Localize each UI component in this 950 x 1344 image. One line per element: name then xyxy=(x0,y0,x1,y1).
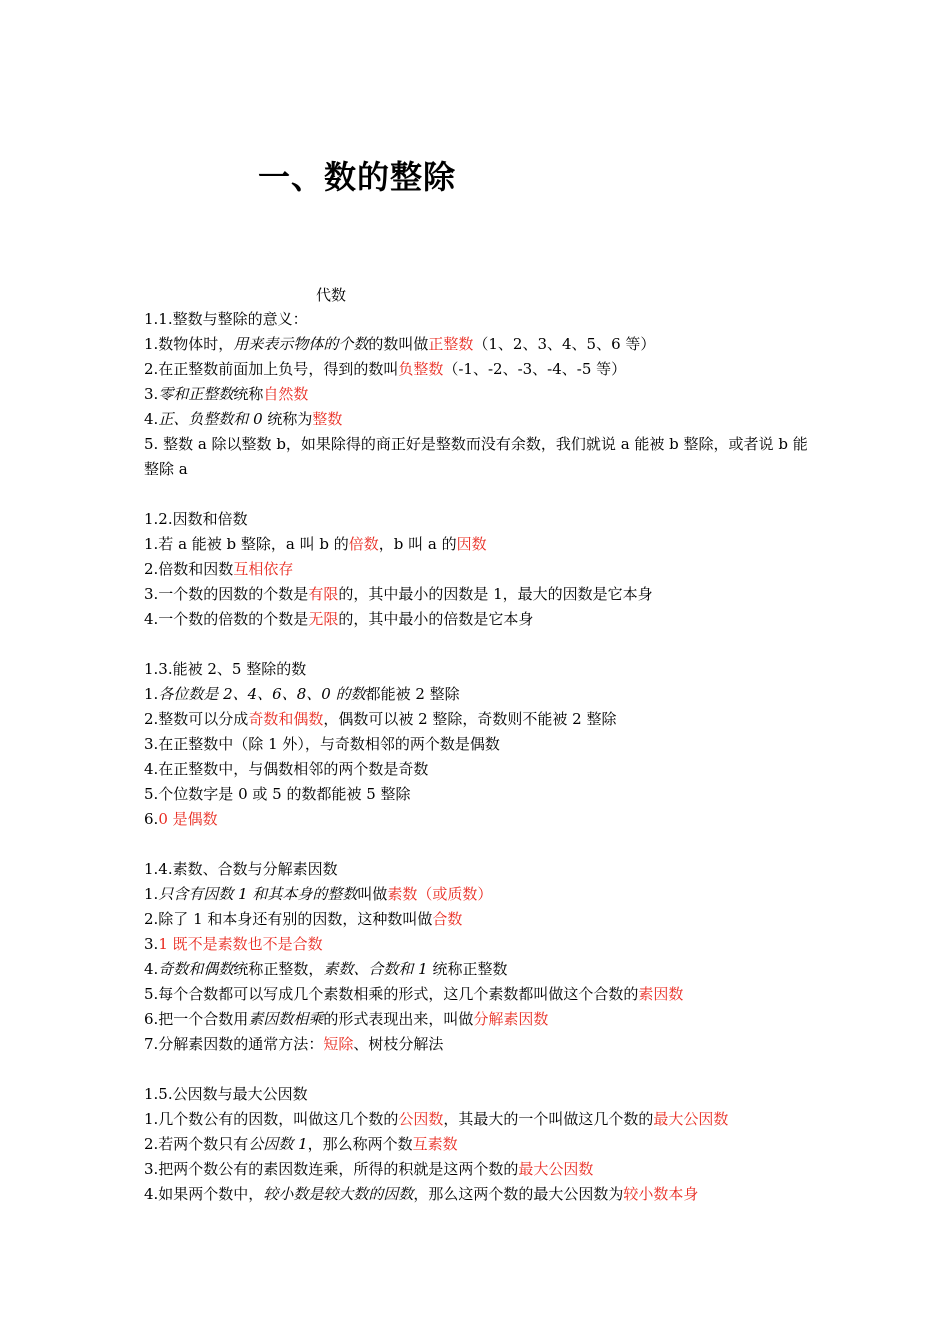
section-spacer xyxy=(144,632,814,657)
note-line xyxy=(144,757,814,782)
text-segment: 5. 整数 a 除以整数 b，如果除得的商正好是整数而没有余数，我们就说 a 能被 b 整除，或者说 b 能整除 a xyxy=(144,435,808,478)
italic-phrase: 只含有因数 1 和其本身的整数 xyxy=(158,885,358,903)
text-segment: 统称正整数， xyxy=(233,960,324,978)
highlighted-term: 公因数 xyxy=(398,1110,444,1128)
text-segment: ，那么这两个数的最大公因数为 xyxy=(413,1185,624,1203)
text-segment: 2.除了 1 和本身还有别的因数，这种数叫做 xyxy=(144,910,433,928)
text-segment: 3. xyxy=(144,385,159,403)
highlighted-term: 互相依存 xyxy=(233,560,294,578)
note-line xyxy=(144,682,814,707)
italic-phrase: 素数、合数和 1 xyxy=(323,960,433,978)
italic-phrase: 素因数相乘 xyxy=(248,1010,324,1028)
text-segment: 的形式表现出来，叫做 xyxy=(323,1010,474,1028)
note-line xyxy=(144,1032,814,1057)
highlighted-term: 有限 xyxy=(308,585,339,603)
text-segment: 4. xyxy=(144,960,159,978)
section-heading: 1.4.素数、合数与分解素因数 xyxy=(144,860,338,878)
note-line xyxy=(144,1157,814,1182)
highlighted-term: 自然数 xyxy=(263,385,309,403)
text-segment: 1. xyxy=(144,685,159,703)
note-line xyxy=(144,932,814,957)
highlighted-term: 奇数和偶数 xyxy=(248,710,324,728)
text-segment: 4.在正整数中，与偶数相邻的两个数是奇数 xyxy=(144,760,429,778)
note-line xyxy=(144,532,814,557)
note-line xyxy=(144,332,814,357)
text-segment: 1.数物体时， xyxy=(144,335,234,353)
italic-phrase: 较小数是较大数的因数 xyxy=(263,1185,414,1203)
text-segment: 的，其中最小的因数是 1，最大的因数是它本身 xyxy=(338,585,653,603)
highlighted-term: 素因数 xyxy=(638,985,684,1003)
text-segment: 7.分解素因数的通常方法： xyxy=(144,1035,324,1053)
text-segment: 叫做 xyxy=(357,885,388,903)
note-line xyxy=(144,882,814,907)
italic-phrase: 奇数和偶数 xyxy=(158,960,234,978)
note-line xyxy=(144,982,814,1007)
note-line xyxy=(144,607,814,632)
text-segment: 4.一个数的倍数的个数是 xyxy=(144,610,309,628)
note-line xyxy=(144,782,814,807)
highlighted-term: 无限 xyxy=(308,610,339,628)
section-spacer xyxy=(144,482,814,507)
italic-phrase: 正、负整数和 0 xyxy=(158,410,268,428)
highlighted-term: 合数 xyxy=(432,910,463,928)
text-segment: 的数叫做 xyxy=(368,335,429,353)
highlighted-term: 负整数 xyxy=(398,360,444,378)
text-segment: 统称为 xyxy=(267,410,313,428)
text-segment: 都能被 2 整除 xyxy=(365,685,460,703)
note-line xyxy=(144,907,814,932)
italic-phrase: 公因数 1 xyxy=(248,1135,308,1153)
note-line xyxy=(144,1107,814,1132)
text-segment: 3.一个数的因数的个数是 xyxy=(144,585,309,603)
highlighted-term: 短除 xyxy=(323,1035,354,1053)
note-line xyxy=(144,582,814,607)
section-heading: 1.3.能被 2、5 整除的数 xyxy=(144,660,307,678)
note-line xyxy=(144,707,814,732)
italic-phrase: 用来表示物体的个数 xyxy=(233,335,369,353)
note-line xyxy=(144,432,814,482)
text-segment: 4. xyxy=(144,410,159,428)
text-segment: 、树枝分解法 xyxy=(353,1035,444,1053)
section-heading: 1.5.公因数与最大公因数 xyxy=(144,1085,308,1103)
highlighted-term: 因数 xyxy=(456,535,487,553)
note-line xyxy=(144,557,814,582)
highlighted-term: 分解素因数 xyxy=(473,1010,549,1028)
highlighted-term: 最大公因数 xyxy=(653,1110,729,1128)
text-segment: 2.整数可以分成 xyxy=(144,710,249,728)
note-line xyxy=(144,957,814,982)
highlighted-term: 倍数 xyxy=(348,535,379,553)
text-segment: 1. xyxy=(144,885,159,903)
highlighted-term: 素数（或质数） xyxy=(387,885,493,903)
italic-phrase: 零和正整数 xyxy=(158,385,234,403)
text-segment: （1、2、3、4、5、6 等） xyxy=(473,335,656,353)
text-segment: 1.若 a 能被 b 整除，a 叫 b 的 xyxy=(144,535,349,553)
text-segment: 2.倍数和因数 xyxy=(144,560,234,578)
page-title: 一、数的整除 xyxy=(258,158,457,196)
highlighted-term: 正整数 xyxy=(428,335,474,353)
text-segment: 统称 xyxy=(233,385,264,403)
note-line xyxy=(144,1007,814,1032)
highlighted-term: 互素数 xyxy=(412,1135,458,1153)
highlighted-term: 0 是偶数 xyxy=(158,810,218,828)
note-line xyxy=(144,1132,814,1157)
note-line xyxy=(144,357,814,382)
section-heading: 1.1.整数与整除的意义： xyxy=(144,310,308,328)
text-segment: 6. xyxy=(144,810,159,828)
text-segment: 3.把两个数公有的素因数连乘，所得的积就是这两个数的 xyxy=(144,1160,519,1178)
text-segment: 3. xyxy=(144,935,159,953)
text-segment: 5.每个合数都可以写成几个素数相乘的形式，这几个素数都叫做这个合数的 xyxy=(144,985,639,1003)
note-line xyxy=(144,732,814,757)
text-segment: 2.在正整数前面加上负号，得到的数叫 xyxy=(144,360,399,378)
italic-phrase: 各位数是 2、4、6、8、0 的数 xyxy=(158,685,366,703)
note-line xyxy=(144,382,814,407)
note-line xyxy=(144,807,814,832)
text-segment: ，其最大的一个叫做这几个数的 xyxy=(443,1110,654,1128)
text-segment: ，偶数可以被 2 整除，奇数则不能被 2 整除 xyxy=(323,710,617,728)
text-segment: 统称正整数 xyxy=(432,960,508,978)
section-spacer xyxy=(144,832,814,857)
notes-body xyxy=(144,307,814,1207)
highlighted-term: 1 既不是素数也不是合数 xyxy=(158,935,323,953)
highlighted-term: 较小数本身 xyxy=(623,1185,699,1203)
section-spacer xyxy=(144,1057,814,1082)
text-segment: （-1、-2、-3、-4、-5 等） xyxy=(443,360,627,378)
note-line xyxy=(144,1182,814,1207)
highlighted-term: 最大公因数 xyxy=(518,1160,594,1178)
text-segment: 4.如果两个数中， xyxy=(144,1185,264,1203)
text-segment: 3.在正整数中（除 1 外），与奇数相邻的两个数是偶数 xyxy=(144,735,500,753)
text-segment: 1.几个数公有的因数，叫做这几个数的 xyxy=(144,1110,399,1128)
highlighted-term: 整数 xyxy=(312,410,343,428)
subject-label: 代数 xyxy=(316,286,347,304)
section-heading: 1.2.因数和倍数 xyxy=(144,510,248,528)
text-segment: 6.把一个合数用 xyxy=(144,1010,249,1028)
text-segment: 5.个位数字是 0 或 5 的数都能被 5 整除 xyxy=(144,785,411,803)
text-segment: ，b 叫 a 的 xyxy=(378,535,457,553)
note-line xyxy=(144,407,814,432)
text-segment: 的，其中最小的倍数是它本身 xyxy=(338,610,534,628)
text-segment: 2.若两个数只有 xyxy=(144,1135,249,1153)
text-segment: ，那么称两个数 xyxy=(307,1135,413,1153)
